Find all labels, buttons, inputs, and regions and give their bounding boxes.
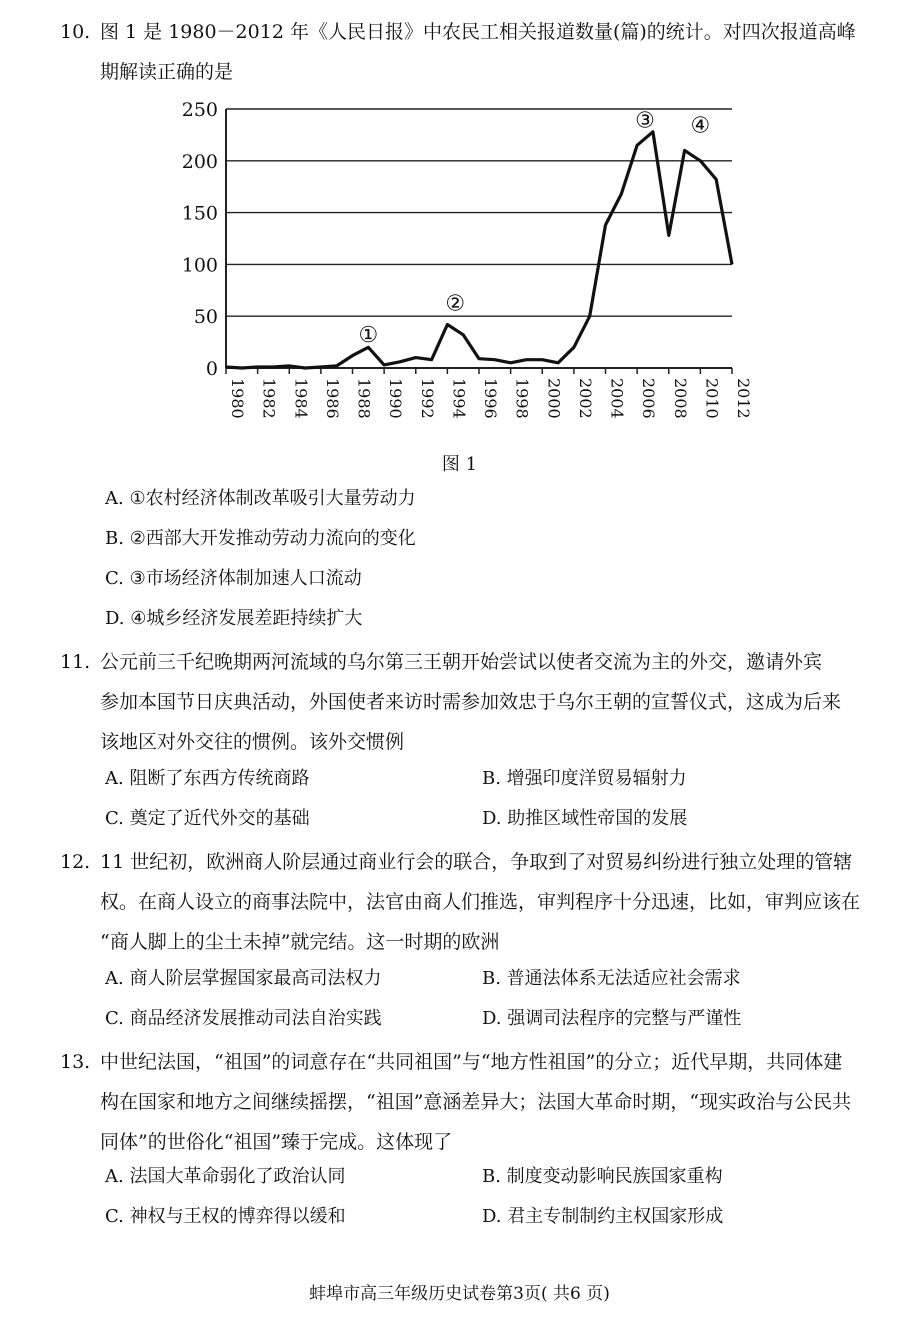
option-b[interactable]: B. 增强印度洋贸易辐射力 (482, 768, 687, 789)
question-stem-line: 构在国家和地方之间继续摇摆，“祖国”意涵差异大；法国大革命时期，“现实政治与公民共 (100, 1091, 852, 1113)
option-c[interactable]: C. 神权与王权的博弈得以缓和 (105, 1206, 346, 1227)
question-11 (60, 642, 905, 762)
option-d[interactable]: D. 君主专制制约主权国家形成 (482, 1206, 724, 1227)
x-tick-label: 1990 (386, 378, 406, 419)
question-stem-line: 11 世纪初，欧洲商人阶层通过商业行会的联合，争取到了对贸易纠纷进行独立处理的管辖 (100, 851, 853, 873)
option-d[interactable]: D. ④城乡经济发展差距持续扩大 (105, 608, 363, 629)
x-tick-label: 1996 (481, 378, 500, 419)
x-tick-label: 2006 (639, 378, 659, 419)
question-13 (60, 1042, 905, 1162)
peak-marker-label: ① (358, 322, 379, 348)
x-tick-label: 1982 (259, 378, 279, 419)
x-tick-label: 1998 (512, 378, 532, 419)
question-number: 11. (60, 651, 91, 673)
question-stem-line: 期解读正确的是 (100, 61, 234, 83)
question-stem-line: “商人脚上的尘土未掉”就完结。这一时期的欧洲 (100, 931, 500, 953)
y-tick-label: 50 (193, 306, 218, 329)
x-tick-label: 1992 (417, 378, 437, 419)
option-b[interactable]: B. 普通法体系无法适应社会需求 (482, 968, 741, 989)
option-c[interactable]: C. ③市场经济体制加速人口流动 (105, 568, 362, 589)
y-tick-label: 200 (181, 150, 218, 173)
question-12 (60, 842, 905, 962)
y-tick-label: 250 (181, 99, 218, 121)
y-tick-label: 0 (205, 358, 218, 380)
series-line (226, 132, 732, 368)
peak-marker-label: ② (445, 291, 466, 317)
option-d[interactable]: D. 助推区域性帝国的发展 (482, 808, 688, 829)
question-number: 12. (60, 851, 91, 873)
x-tick-label: 1984 (291, 378, 311, 419)
x-tick-label: 2010 (702, 378, 722, 419)
question-stem-line: 该地区对外交往的惯例。该外交惯例 (100, 731, 405, 753)
figure-caption: 图 1 (441, 454, 478, 475)
y-tick-label: 100 (181, 254, 218, 277)
question-number: 13. (60, 1051, 91, 1073)
x-tick-label: 1980 (228, 378, 247, 419)
question-stem-line: 中世纪法国，“祖国”的词意存在“共同祖国”与“地方性祖国”的分立；近代早期，共同体建 (100, 1051, 843, 1073)
question-stem-line: 权。在商人设立的商事法院中，法官由商人们推选，审判程序十分迅速，比如，审判应该在 (100, 891, 861, 913)
chart-svg (170, 95, 753, 455)
x-tick-label: 1988 (354, 378, 374, 419)
option-d[interactable]: D. 强调司法程序的完整与严谨性 (482, 1008, 742, 1029)
option-b[interactable]: B. 制度变动影响民族国家重构 (482, 1166, 723, 1187)
option-c[interactable]: C. 商品经济发展推动司法自治实践 (105, 1008, 382, 1029)
x-tick-label: 2008 (670, 378, 690, 419)
y-tick-label: 150 (181, 202, 218, 225)
peak-marker-label: ③ (635, 108, 655, 134)
question-10 (60, 12, 905, 92)
question-stem-line: 参加本国节日庆典活动，外国使者来访时需参加效忠于乌尔王朝的宣誓仪式，这成为后来 (100, 691, 842, 713)
x-tick-label: 1994 (449, 378, 469, 419)
question-stem-line: 图 1 是 1980－2012 年《人民日报》中农民工相关报道数量(篇)的统计。对四次报道高峰 (100, 21, 856, 43)
question-number: 10. (60, 21, 91, 43)
x-tick-label: 2012 (734, 378, 753, 419)
x-tick-label: 1986 (322, 378, 342, 419)
option-a[interactable]: A. 阻断了东西方传统商路 (105, 768, 310, 789)
peak-marker-label: ④ (690, 113, 711, 139)
x-tick-label: 2002 (575, 378, 595, 419)
page-footer: 蚌埠市高三年级历史试卷第3页( 共6 页) (309, 1284, 610, 1304)
option-c[interactable]: C. 奠定了近代外交的基础 (105, 808, 310, 829)
x-tick-label: 2004 (607, 378, 627, 419)
option-a[interactable]: A. ①农村经济体制改革吸引大量劳动力 (105, 488, 416, 509)
question-stem-line: 同体”的世俗化“祖国”臻于完成。这体现了 (100, 1131, 453, 1153)
option-a[interactable]: A. 商人阶层掌握国家最高司法权力 (105, 968, 382, 989)
line-chart (170, 95, 753, 455)
question-stem-line: 公元前三千纪晚期两河流域的乌尔第三王朝开始尝试以使者交流为主的外交，邀请外宾 (100, 651, 823, 673)
x-tick-label: 2000 (544, 378, 564, 419)
option-b[interactable]: B. ②西部大开发推动劳动力流向的变化 (105, 528, 416, 549)
option-a[interactable]: A. 法国大革命弱化了政治认同 (105, 1166, 346, 1187)
